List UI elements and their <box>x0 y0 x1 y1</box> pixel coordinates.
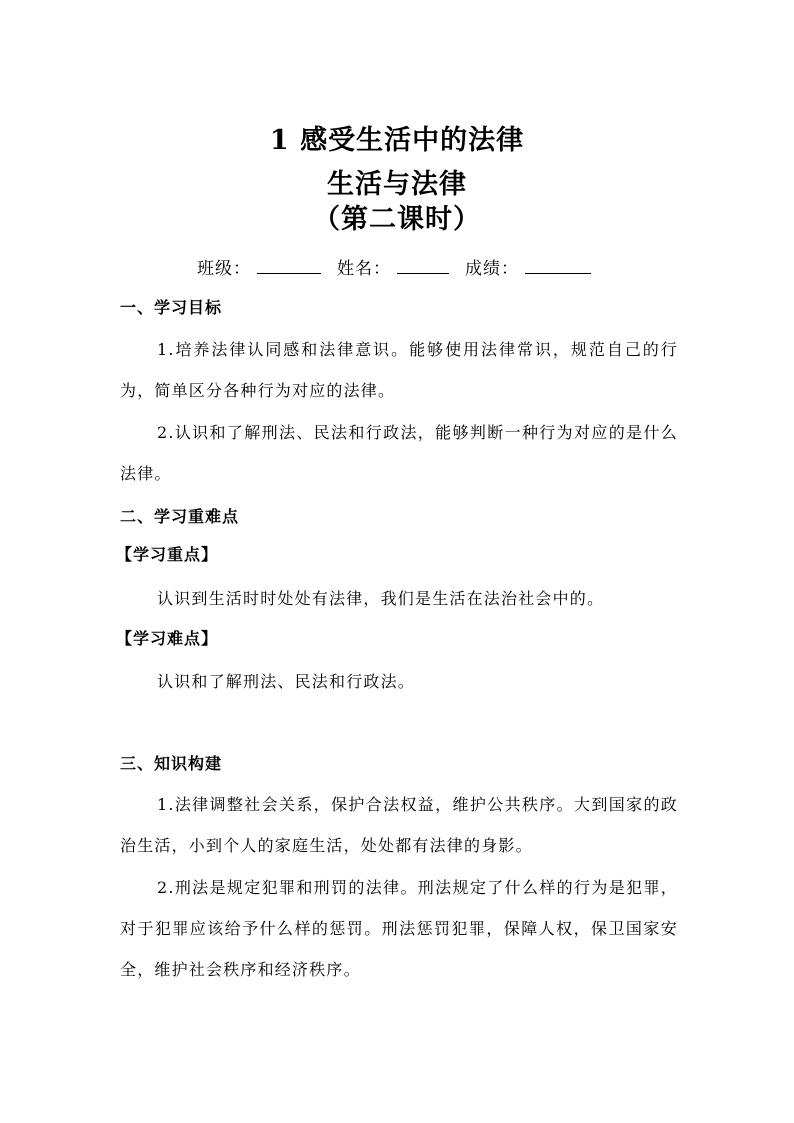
focus-text: 认识到生活时时处处有法律，我们是生活在法治社会中的。 <box>157 589 605 608</box>
goals-item-2: 2.认识和了解刑法、民法和行政法，能够判断一种行为对应的是什么法律。 <box>120 423 678 483</box>
lesson-title: 1 感受生活中的法律 <box>269 125 525 156</box>
key-points-heading: 二、学习重难点 <box>120 507 240 526</box>
difficulty-label: 【学习难点】 <box>116 629 219 648</box>
name-blank <box>397 256 449 274</box>
goals-heading: 一、学习目标 <box>120 298 223 317</box>
knowledge-heading: 三、知识构建 <box>120 754 223 773</box>
student-info-line <box>0 256 794 281</box>
knowledge-item-1: 1.法律调整社会关系，保护合法权益，维护公共秩序。大到国家的政治生活，小到个人的家庭生活，处处都有法律的身影。 <box>120 795 678 855</box>
class-label: 班级： <box>197 259 251 279</box>
lesson-period: （第二课时） <box>313 204 481 235</box>
name-label: 姓名： <box>337 259 391 279</box>
class-blank <box>257 256 321 274</box>
focus-label: 【学习重点】 <box>116 545 219 564</box>
difficulty-text: 认识和了解刑法、民法和行政法。 <box>157 672 416 691</box>
lesson-subtitle: 生活与法律 <box>327 169 467 200</box>
knowledge-item-2: 2.刑法是规定犯罪和刑罚的法律。刑法规定了什么样的行为是犯罪，对于犯罪应该给予什么样的惩罚。刑法惩罚犯罪，保障人权，保卫国家安全，维护社会秩序和经济秩序。 <box>120 878 678 979</box>
goals-item-1: 1.培养法律认同感和法律意识。能够使用法律常识，规范自己的行为，简单区分各种行为对应的法律。 <box>120 340 678 400</box>
score-label: 成绩： <box>465 259 519 279</box>
score-blank <box>525 256 591 274</box>
